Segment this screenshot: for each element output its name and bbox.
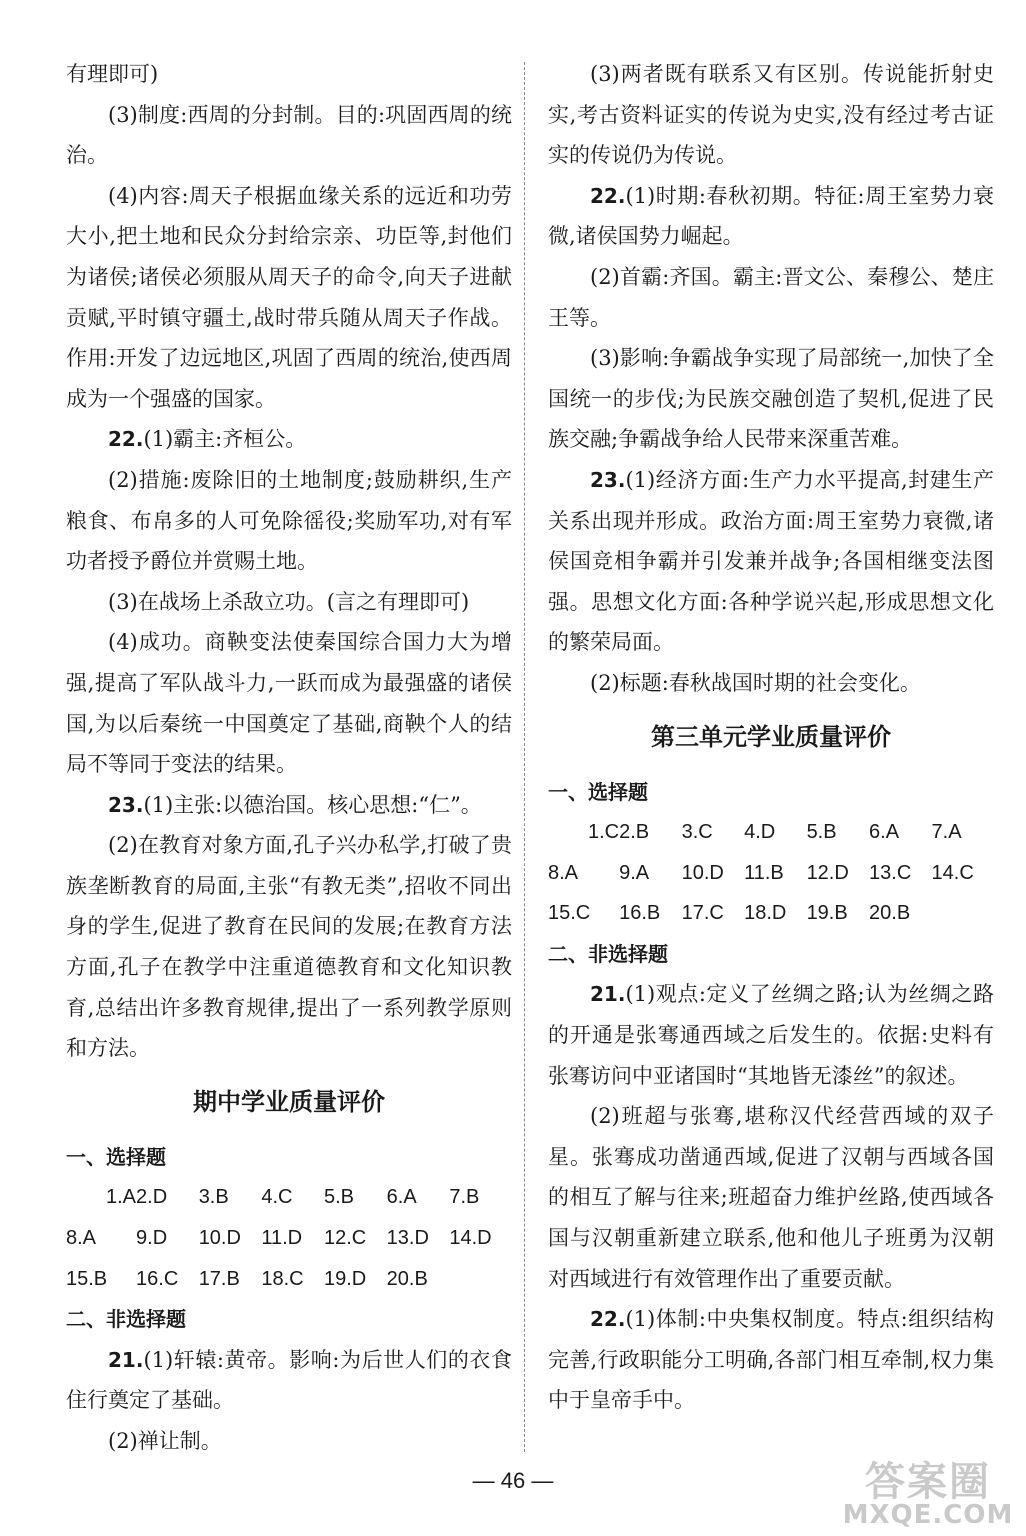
question-21 xyxy=(66,1340,512,1421)
answer-item: 17.C xyxy=(681,902,724,925)
answer-item: 6.A xyxy=(386,1186,417,1209)
answer-item: 13.D xyxy=(386,1227,429,1250)
section-label: 一、选择题 xyxy=(66,1144,166,1169)
paragraph: (4)成功。商鞅变法使秦国综合国力大为增强,提高了军队战斗力,一跃而成为最强盛的诸侯国,为以后秦统一中国奠定了基础,商鞅个人的结局不等同于变法的结果。 xyxy=(66,630,512,777)
paragraph: (2)标题:春秋战国时期的社会变化。 xyxy=(590,670,921,695)
watermark-text: MXQE.COM xyxy=(842,1500,1014,1530)
paragraph: (2)措施:废除旧的土地制度;鼓励耕织,生产粮食、布帛多的人可免除徭役;奖励军功,对有军功者授予爵位并赏赐土地。 xyxy=(66,467,512,574)
question-number: 23. xyxy=(108,792,144,817)
page-number: — 46 — xyxy=(472,1468,554,1493)
section-label: 二、非选择题 xyxy=(548,941,668,966)
answer-item: 17.B xyxy=(198,1267,240,1290)
question-number: 22. xyxy=(590,183,626,208)
answer-item: 8.A xyxy=(548,861,579,884)
answer-item: 6.A xyxy=(869,821,900,844)
answer-item: 20.B xyxy=(386,1267,428,1290)
question-22 xyxy=(66,419,512,460)
section-label: 一、选择题 xyxy=(548,779,648,804)
question-21 xyxy=(548,974,994,1096)
paragraph: (2)禅让制。 xyxy=(108,1429,222,1453)
paragraph: (3)制度:西周的分封制。目的:巩固西周的统治。 xyxy=(66,102,512,168)
column-divider xyxy=(524,62,525,1452)
answer-item: 3.C xyxy=(681,821,713,844)
answer-item: 18.C xyxy=(261,1267,304,1290)
answer-item: 13.C xyxy=(869,861,912,884)
answer-item: 12.C xyxy=(324,1227,367,1250)
question-number: 22. xyxy=(590,1307,626,1332)
answer-item: 18.D xyxy=(744,902,787,925)
answer-item: 1.A xyxy=(106,1186,137,1209)
question-text: (1)轩辕:黄帝。影响:为后世人们的衣食住行奠定了基础。 xyxy=(66,1347,512,1413)
question-number: 21. xyxy=(108,1347,144,1372)
question-text: (1)霸主:齐桓公。 xyxy=(143,427,307,452)
paragraph: (2)在教育对象方面,孔子兴办私学,打破了贵族垄断教育的局面,主张“有教无类”,招收不同出身的学生,促进了教育在民间的发展;在教育方法方面,孔子在教学中注重道德教育和文化知识教育,总结出许多教育规律,提出了一系列教学原则和方法。 xyxy=(66,833,512,1061)
answer-list xyxy=(548,812,994,934)
answer-item: 4.C xyxy=(261,1186,293,1209)
answer-item: 11.D xyxy=(261,1227,303,1250)
answer-list xyxy=(66,1177,512,1299)
answer-item: 10.D xyxy=(681,861,724,884)
question-23 xyxy=(66,785,512,826)
answer-item: 2.D xyxy=(136,1186,168,1209)
answer-item: 19.B xyxy=(806,902,848,925)
answer-item: 16.B xyxy=(619,902,661,925)
paragraph: (2)首霸:齐国。霸主:晋文公、秦穆公、楚庄王等。 xyxy=(548,264,994,330)
answer-item: 5.B xyxy=(324,1186,355,1209)
question-23 xyxy=(548,460,994,663)
answer-item: 9.D xyxy=(136,1227,168,1250)
question-text: (1)体制:中央集权制度。特点:组织结构完善,行政职能分工明确,各部门相互牵制,权力集中于皇帝手中。 xyxy=(548,1307,994,1413)
answer-item: 11.B xyxy=(744,861,784,884)
answer-item: 14.D xyxy=(449,1227,492,1250)
watermark-text: 答案圈 xyxy=(865,1459,991,1505)
answer-item: 19.D xyxy=(324,1267,367,1290)
answer-item: 4.D xyxy=(744,821,776,844)
right-column xyxy=(548,54,994,1421)
answer-item: 15.B xyxy=(66,1267,108,1290)
answer-item: 3.B xyxy=(198,1186,229,1209)
left-column xyxy=(66,54,512,1462)
question-number: 23. xyxy=(590,467,626,492)
answer-item: 16.C xyxy=(136,1267,179,1290)
answer-item: 14.C xyxy=(931,861,974,884)
answer-item: 20.B xyxy=(869,902,911,925)
paragraph: (3)在战场上杀敌立功。(言之有理即可) xyxy=(108,589,470,614)
question-number: 21. xyxy=(590,982,626,1007)
answer-item: 7.A xyxy=(931,821,962,844)
question-text: (1)时期:春秋初期。特征:周王室势力衰微,诸侯国势力崛起。 xyxy=(548,183,994,249)
question-text: (1)经济方面:生产力水平提高,封建生产关系出现并形成。政治方面:周王室势力衰微,诸侯国竞相争霸并引发兼并战争;各国相继变法图强。思想文化方面:各种学说兴起,形成思想文化的繁荣局面。 xyxy=(548,467,994,655)
question-text: (1)主张:以德治国。核心思想:“仁”。 xyxy=(143,792,482,817)
section-label: 二、非选择题 xyxy=(66,1307,186,1332)
paragraph: (3)影响:争霸战争实现了局部统一,加快了全国统一的步伐;为民族交融创造了契机,促进了民族交融;争霸战争给人民带来深重苦难。 xyxy=(548,346,994,452)
section-heading: 期中学业质量评价 xyxy=(193,1087,385,1116)
question-text: (1)观点:定义了丝绸之路;认为丝绸之路的开通是张骞通西域之后发生的。依据:史料有张骞访问中亚诸国时“其地皆无漆丝”的叙述。 xyxy=(548,982,994,1088)
answer-item: 12.D xyxy=(806,861,849,884)
paragraph: (4)内容:周天子根据血缘关系的远近和功劳大小,把土地和民众分封给宗亲、功臣等,封他们为诸侯;诸侯必须服从周天子的命令,向天子进献贡赋,平时镇守疆土,战时带兵随从周天子作战。作用:开发了边远地区,巩固了西周的统治,使西周成为一个强盛的国家。 xyxy=(66,183,512,411)
answer-item: 1.C xyxy=(588,821,620,844)
answer-item: 8.A xyxy=(66,1227,97,1250)
paragraph: (3)两者既有联系又有区别。传说能折射史实,考古资料证实的传说为史实,没有经过考古证实的传说仍为传说。 xyxy=(548,62,994,168)
paragraph: (2)班超与张骞,堪称汉代经营西域的双子星。张骞成功凿通西域,促进了汉朝与西域各国的相互了解与往来;班超奋力维护丝路,使西域各国与汉朝重新建立联系,他和他儿子班勇为汉朝对西域进行有效管理作出了重要贡献。 xyxy=(548,1104,994,1291)
answer-item: 10.D xyxy=(198,1227,241,1250)
paragraph: 有理即可) xyxy=(66,62,159,86)
question-22 xyxy=(548,1299,994,1421)
answer-item: 9.A xyxy=(619,861,650,884)
watermark-logo xyxy=(838,1459,1018,1532)
answer-item: 2.B xyxy=(619,821,650,844)
answer-item: 5.B xyxy=(806,821,837,844)
answer-item: 7.B xyxy=(449,1186,480,1209)
question-number: 22. xyxy=(108,427,144,452)
section-heading: 第三单元学业质量评价 xyxy=(651,722,891,751)
answer-item: 15.C xyxy=(548,902,591,925)
question-22 xyxy=(548,176,994,257)
